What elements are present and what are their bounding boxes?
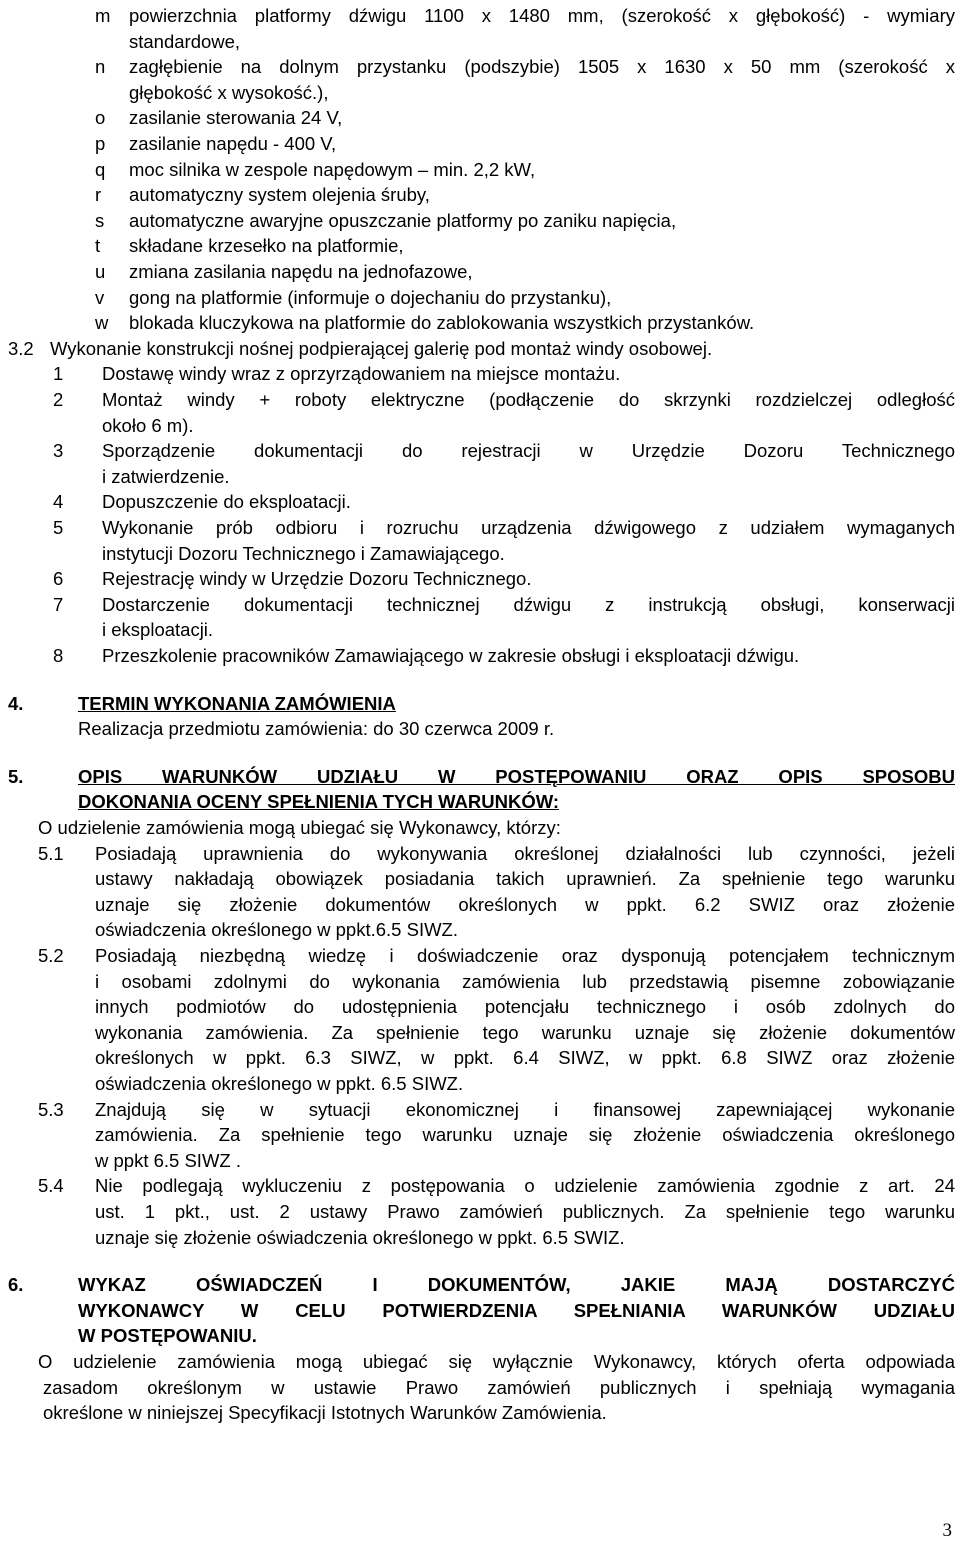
list-item-o-marker: o xyxy=(95,107,106,129)
list-item-u-text: zmiana zasilania napędu na jednofazowe, xyxy=(129,261,473,282)
task-item-5-marker: 5 xyxy=(53,517,64,538)
condition-5-4-line xyxy=(0,1173,960,1199)
list-item-n-line xyxy=(0,80,960,106)
section-6-heading-text: WYKONAWCY W CELU POTWIERDZENIA SPEŁNIANIA WARUNKÓW UDZIAŁU xyxy=(78,1299,955,1321)
task-item-8-marker: 8 xyxy=(53,645,64,666)
task-item-4-line xyxy=(0,489,960,515)
condition-5-2-text: określonych w ppkt. 6.3 SIWZ, w ppkt. 6.4 SIWZ, w ppkt. 6.8 SIWZ oraz złożenie xyxy=(95,1047,955,1069)
task-item-6-text: Rejestrację windy w Urzędzie Dozoru Technicznego. xyxy=(102,568,532,590)
task-item-4-text: Dopuszczenie do eksploatacji. xyxy=(102,491,351,513)
list-item-w-text: blokada kluczykowa na platformie do zablokowania wszystkich przystanków. xyxy=(129,312,755,334)
list-item-p-marker: p xyxy=(95,133,106,154)
section-4-heading-marker: 4. xyxy=(8,692,24,714)
task-item-7-marker: 7 xyxy=(53,593,64,615)
condition-5-1-text: Posiadają uprawnienia do wykonywania określonej działalności lub czynności, jeżeli xyxy=(95,842,955,864)
list-item-s-line xyxy=(0,208,960,234)
section-6-body-text: O udzielenie zamówienia mogą ubiegać się wyłącznie Wykonawcy, których oferta odpowiada xyxy=(38,1351,955,1372)
list-item-n-marker: n xyxy=(95,56,106,78)
task-item-7-text: i eksploatacji. xyxy=(102,619,214,641)
condition-5-4-line xyxy=(0,1199,960,1225)
list-item-s-marker: s xyxy=(95,209,105,231)
section-5-heading-marker: 5. xyxy=(8,765,24,787)
condition-5-2-text: innych podmiotów do udostępnienia potencjału technicznego i osób zdolnych do xyxy=(95,996,955,1018)
task-item-5-text: instytucji Dozoru Technicznego i Zamawiającego. xyxy=(102,542,505,564)
condition-5-2-line xyxy=(0,1020,960,1046)
section-6-heading-text: WYKAZ OŚWIADCZEŃ I DOKUMENTÓW, JAKIE MAJĄ DOSTARCZYĆ xyxy=(78,1274,955,1296)
list-item-v-line xyxy=(0,285,960,311)
list-item-o-line xyxy=(0,105,960,131)
condition-5-2-text: i osobami zdolnymi do wykonania zamówienia lub przedstawią pisemne zobowiązanie xyxy=(95,970,955,992)
condition-5-2-line xyxy=(0,969,960,995)
list-item-s-text: automatyczne awaryjne opuszczanie platformy po zaniku napięcia, xyxy=(129,209,677,231)
section-5-heading-text: DOKONANIA OCENY SPEŁNIENIA TYCH WARUNKÓW: xyxy=(78,791,560,813)
task-item-6-marker: 6 xyxy=(53,568,64,590)
condition-5-2-line xyxy=(0,994,960,1020)
task-item-8-line xyxy=(0,643,960,669)
list-item-w-line xyxy=(0,310,960,336)
list-item-r-line xyxy=(0,182,960,208)
condition-5-2-line xyxy=(0,1045,960,1071)
list-item-q-text: moc silnika w zespole napędowym – min. 2,2 kW, xyxy=(129,158,536,180)
condition-5-4-line xyxy=(0,1225,960,1251)
task-item-1-line xyxy=(0,361,960,387)
section-6-heading-text: W POSTĘPOWANIU. xyxy=(78,1325,257,1347)
condition-5-3-line xyxy=(0,1122,960,1148)
list-item-p-text: zasilanie napędu - 400 V, xyxy=(129,133,337,154)
list-item-n-text: głębokość x wysokość.), xyxy=(129,81,329,103)
section-5-intro-text: O udzielenie zamówienia mogą ubiegać się Wykonawcy, którzy: xyxy=(38,817,561,838)
task-item-2-marker: 2 xyxy=(53,389,64,410)
section-6-body-text: zasadom określonym w ustawie Prawo zamówień publicznych i spełniają wymagania xyxy=(43,1376,955,1398)
condition-5-4-text: ust. 1 pkt., ust. 2 ustawy Prawo zamówień publicznych. Za spełnienie tego warunku xyxy=(95,1201,955,1222)
section-6-body-line xyxy=(0,1349,960,1375)
condition-5-2-text: oświadczenia określonego w ppkt. 6.5 SIWZ. xyxy=(95,1073,464,1094)
list-item-t-text: składane krzesełko na platformie, xyxy=(129,235,404,257)
section-3-2-line xyxy=(0,336,960,362)
task-item-3-marker: 3 xyxy=(53,440,64,462)
condition-5-2-marker: 5.2 xyxy=(38,945,64,966)
list-item-n-line xyxy=(0,54,960,80)
condition-5-3-text: w ppkt 6.5 SIWZ . xyxy=(95,1149,241,1171)
section-5-heading-line xyxy=(0,789,960,815)
task-item-1-text: Dostawę windy wraz z oprzyrządowaniem na miejsce montażu. xyxy=(102,363,621,385)
section-6-heading-line xyxy=(0,1323,960,1349)
list-item-m-text: standardowe, xyxy=(129,30,241,52)
section-3-2-marker: 3.2 xyxy=(8,337,34,359)
condition-5-4-marker: 5.4 xyxy=(38,1175,64,1197)
condition-5-1-text: uznaje się złożenie dokumentów określonych w ppkt. 6.2 SWIZ oraz złożenie xyxy=(95,893,955,915)
condition-5-1-line xyxy=(0,866,960,892)
task-item-7-line xyxy=(0,617,960,643)
list-item-u-marker: u xyxy=(95,261,106,282)
task-item-2-line xyxy=(0,387,960,413)
condition-5-2-text: Posiadają niezbędną wiedzę i doświadczenie oraz dysponują potencjałem technicznym xyxy=(95,945,955,966)
list-item-w-marker: w xyxy=(95,312,109,334)
list-item-t-line xyxy=(0,233,960,259)
task-item-3-text: Sporządzenie dokumentacji do rejestracji w Urzędzie Dozoru Technicznego xyxy=(102,440,955,462)
list-item-m-line xyxy=(0,29,960,55)
condition-5-2-line xyxy=(0,943,960,969)
condition-5-3-marker: 5.3 xyxy=(38,1098,64,1120)
section-6-heading-line xyxy=(0,1272,960,1298)
page-number: 3 xyxy=(942,1520,952,1541)
list-item-n-text: zagłębienie na dolnym przystanku (podszybie) 1505 x 1630 x 50 mm (szerokość x xyxy=(129,56,955,78)
list-item-m-marker: m xyxy=(95,5,111,26)
task-item-3-line xyxy=(0,464,960,490)
task-item-7-line xyxy=(0,592,960,618)
task-item-5-line xyxy=(0,515,960,541)
task-item-3-text: i zatwierdzenie. xyxy=(102,465,230,487)
task-item-8-text: Przeszkolenie pracowników Zamawiającego w zakresie obsługi i eksploatacji dźwigu. xyxy=(102,645,800,666)
task-item-5-line xyxy=(0,541,960,567)
section-6-body-line xyxy=(0,1375,960,1401)
condition-5-3-text: zamówienia. Za spełnienie tego warunku uznaje się złożenie oświadczenia określonego xyxy=(95,1124,955,1146)
condition-5-3-line xyxy=(0,1097,960,1123)
section-5-intro-line xyxy=(0,815,960,841)
list-item-t-marker: t xyxy=(95,235,101,257)
task-item-2-text: Montaż windy + roboty elektryczne (podłączenie do skrzynki rozdzielczej odległość xyxy=(102,389,955,410)
condition-5-1-marker: 5.1 xyxy=(38,842,64,864)
task-item-4-marker: 4 xyxy=(53,491,64,513)
list-item-m-text: powierzchnia platformy dźwigu 1100 x 1480 mm, (szerokość x głębokość) - wymiary xyxy=(129,5,955,26)
condition-5-3-text: Znajdują się w sytuacji ekonomicznej i finansowej zapewniającej wykonanie xyxy=(95,1098,955,1120)
list-item-p-line xyxy=(0,131,960,157)
list-item-m-line xyxy=(0,3,960,29)
task-item-7-text: Dostarczenie dokumentacji technicznej dźwigu z instrukcją obsługi, konserwacji xyxy=(102,593,955,615)
section-6-body-text: określone w niniejszej Specyfikacji Istotnych Warunków Zamówienia. xyxy=(43,1402,607,1424)
section-3-2-text: Wykonanie konstrukcji nośnej podpierającej galerię pod montaż windy osobowej. xyxy=(50,337,713,359)
condition-5-1-line xyxy=(0,917,960,943)
section-6-heading-marker: 6. xyxy=(8,1274,24,1296)
condition-5-1-text: ustawy nakładają obowiązek posiadania takich uprawnień. Za spełnienie tego warunku xyxy=(95,868,955,890)
condition-5-1-line xyxy=(0,892,960,918)
list-item-o-text: zasilanie sterowania 24 V, xyxy=(129,107,343,129)
list-item-u-line xyxy=(0,259,960,285)
condition-5-4-text: uznaje się złożenie oświadczenia określonego w ppkt. 6.5 SWIZ. xyxy=(95,1226,625,1248)
condition-5-3-line xyxy=(0,1148,960,1174)
task-item-5-text: Wykonanie prób odbioru i rozruchu urządzenia dźwigowego z udziałem wymaganych xyxy=(102,517,955,538)
condition-5-4-text: Nie podlegają wykluczeniu z postępowania o udzielenie zamówienia zgodnie z art. 24 xyxy=(95,1175,955,1197)
list-item-r-marker: r xyxy=(95,184,102,206)
condition-5-2-line xyxy=(0,1071,960,1097)
list-item-q-marker: q xyxy=(95,158,106,180)
condition-5-2-text: wykonania zamówienia. Za spełnienie tego warunku uznaje się złożenie dokumentów xyxy=(95,1021,955,1043)
section-5-heading-text: OPIS WARUNKÓW UDZIAŁU W POSTĘPOWANIU ORAZ OPIS SPOSOBU xyxy=(78,765,955,787)
list-item-v-text: gong na platformie (informuje o dojechaniu do przystanku), xyxy=(129,286,612,308)
section-6-body-line xyxy=(0,1400,960,1426)
task-item-1-marker: 1 xyxy=(53,363,64,385)
task-item-6-line xyxy=(0,566,960,592)
condition-5-1-text: oświadczenia określonego w ppkt.6.5 SIWZ. xyxy=(95,919,458,941)
list-item-v-marker: v xyxy=(95,286,105,308)
section-4-heading-text: TERMIN WYKONANIA ZAMÓWIENIA xyxy=(78,692,396,714)
list-item-r-text: automatyczny system olejenia śruby, xyxy=(129,184,430,206)
task-item-2-text: około 6 m). xyxy=(102,414,194,436)
condition-5-1-line xyxy=(0,841,960,867)
section-6-heading-line xyxy=(0,1298,960,1324)
section-4-body-text: Realizacja przedmiotu zamówienia: do 30 czerwca 2009 r. xyxy=(78,718,555,740)
list-item-q-line xyxy=(0,157,960,183)
section-5-heading-line xyxy=(0,764,960,790)
section-4-heading-line xyxy=(0,691,960,717)
task-item-2-line xyxy=(0,413,960,439)
section-4-body-line xyxy=(0,716,960,742)
task-item-3-line xyxy=(0,438,960,464)
